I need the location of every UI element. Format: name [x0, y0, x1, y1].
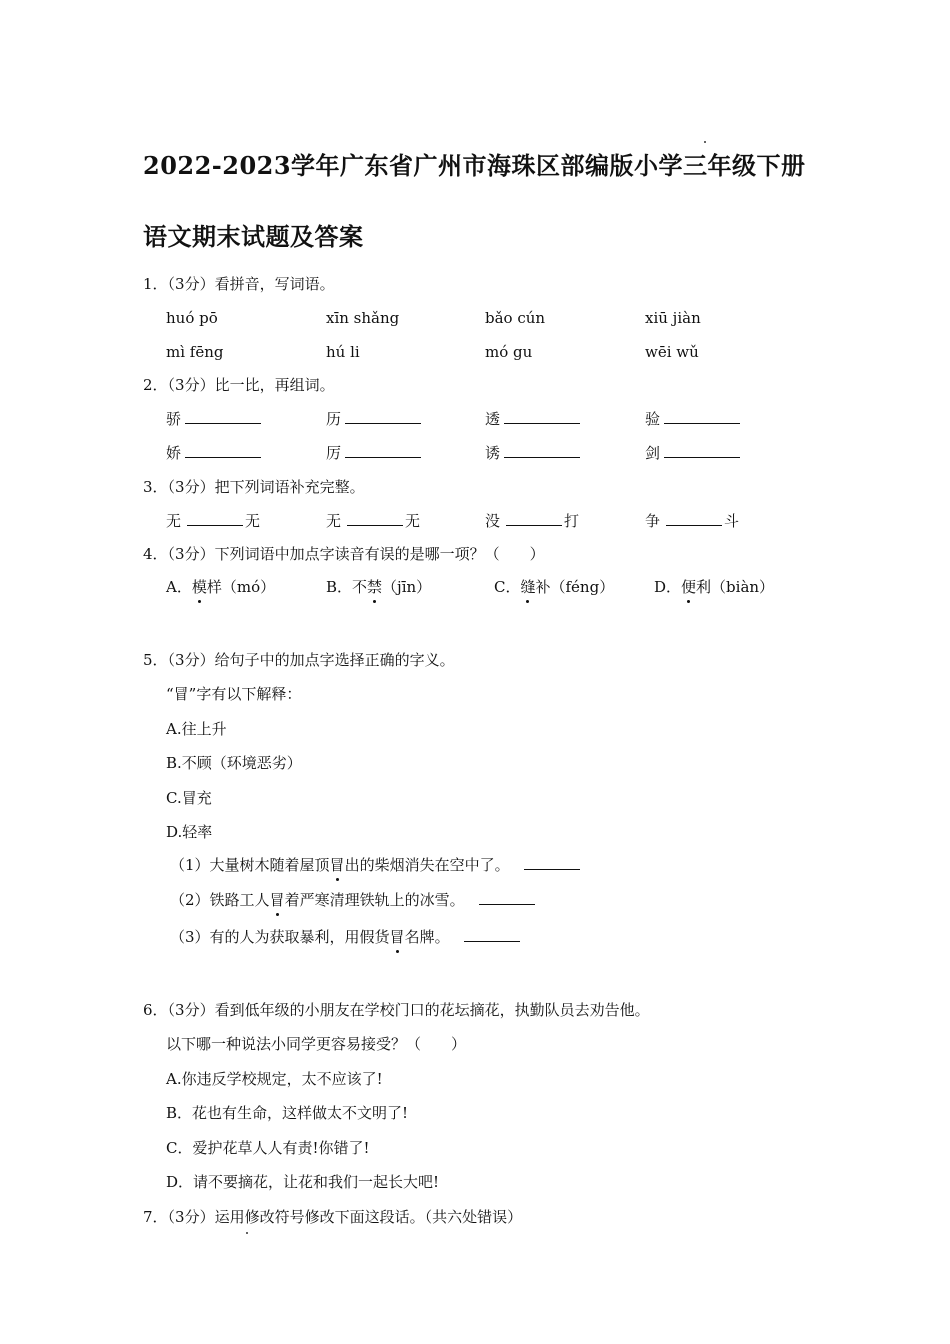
option-text: 样（mó）	[206, 578, 276, 596]
idiom-post: 无	[245, 512, 261, 530]
idiom-pre: 没	[485, 512, 501, 530]
idiom-post: 无	[405, 512, 421, 530]
answer-blank[interactable]	[504, 443, 580, 458]
compare-item	[645, 409, 740, 429]
q5-sentence-2	[170, 890, 537, 910]
idiom-pre: 无	[326, 512, 342, 530]
answer-blank[interactable]	[185, 443, 261, 458]
char: 骄	[166, 410, 182, 428]
idiom-post: 斗	[724, 512, 740, 530]
sentence-text: （3）有的人为获取暴利，用假货	[170, 928, 390, 946]
sentence-text: 名牌。	[404, 928, 450, 946]
q7-stem: 7．（3分）运用修改符号修改下面这段话。（共六处错误）	[143, 1208, 523, 1226]
option-text: 补（féng）	[535, 578, 615, 596]
option-letter: C．	[494, 578, 521, 596]
q6-option-c[interactable]: C．爱护花草人人有责!你错了!	[166, 1139, 370, 1157]
q2-row1	[166, 409, 806, 431]
option-text: 利（biàn）	[696, 578, 775, 596]
pinyin-item: hú li	[326, 343, 360, 361]
answer-blank[interactable]	[345, 409, 421, 424]
option-letter: D．	[654, 578, 682, 596]
q6-stem: 6．（3分）看到低年级的小朋友在学校门口的花坛摘花，执勤队员去劝告他。	[143, 1001, 650, 1019]
pinyin-item: mó gu	[485, 343, 533, 361]
q5-meaning-c: C.冒充	[166, 789, 212, 807]
q2-stem: 2．（3分）比一比，再组词。	[143, 376, 335, 394]
char: 透	[485, 410, 501, 428]
answer-blank[interactable]	[185, 409, 261, 424]
q2-row2	[166, 443, 806, 465]
sentence-text: 着严寒清理铁轨上的冰雪。	[284, 891, 465, 909]
idiom-pre: 无	[166, 512, 182, 530]
pinyin-item: wēi wǔ	[645, 343, 699, 361]
idiom-item	[166, 511, 260, 531]
q5-meaning-b: B.不顾（环境恶劣）	[166, 754, 302, 772]
q5-meaning-d: D.轻率	[166, 823, 213, 841]
q6-option-a[interactable]: A.你违反学校规定，太不应该了!	[166, 1070, 383, 1088]
compare-item	[166, 409, 261, 429]
char: 厉	[326, 444, 342, 462]
exam-title-line2: 语文期末试题及答案	[143, 222, 364, 251]
sentence-text: （1）大量树木随着屋顶	[170, 856, 330, 874]
dotted-char: 便	[681, 578, 697, 596]
idiom-item	[326, 511, 420, 531]
pinyin-item: xīn shǎng	[326, 309, 400, 327]
answer-blank[interactable]	[666, 511, 722, 526]
answer-blank[interactable]	[664, 409, 740, 424]
dotted-char: 禁	[367, 578, 383, 596]
sentence-text: 出的柴烟消失在空中了。	[344, 856, 510, 874]
q5-sentence-3	[170, 927, 522, 947]
char: 剑	[645, 444, 661, 462]
answer-blank[interactable]	[187, 511, 243, 526]
compare-item	[485, 409, 580, 429]
q1-pinyin-row2	[166, 342, 806, 364]
option-b[interactable]	[326, 577, 431, 597]
compare-item	[326, 443, 421, 463]
exam-title-line1: 2022-2023学年广东省广州市海珠区部编版小学三年级下册	[143, 151, 806, 180]
dotted-char: 冒	[389, 928, 405, 946]
sentence-text: （2）铁路工人	[170, 891, 270, 909]
pinyin-item: bǎo cún	[485, 309, 546, 327]
char: 历	[326, 410, 342, 428]
q6-option-b[interactable]: B．花也有生命，这样做太不文明了!	[166, 1104, 409, 1122]
dotted-char: 冒	[329, 856, 345, 874]
q4-options	[166, 577, 806, 599]
pinyin-item: huó pō	[166, 309, 218, 327]
idiom-pre: 争	[645, 512, 661, 530]
answer-blank[interactable]	[464, 927, 520, 942]
compare-item	[166, 443, 261, 463]
option-c[interactable]	[494, 577, 614, 597]
compare-item	[645, 443, 740, 463]
q5-sentence-1	[170, 855, 582, 875]
answer-blank[interactable]	[347, 511, 403, 526]
option-letter: B．不	[326, 578, 368, 596]
q3-row	[166, 511, 806, 533]
answer-blank[interactable]	[524, 855, 580, 870]
q5-intro: “冒”字有以下解释：	[166, 685, 302, 703]
q6-option-d[interactable]: D．请不要摘花，让花和我们一起长大吧!	[166, 1173, 440, 1191]
q1-stem: 1．（3分）看拼音，写词语。	[143, 275, 335, 293]
stray-mark	[704, 141, 706, 143]
option-text: （jīn）	[382, 578, 432, 596]
q5-meaning-a: A.往上升	[166, 720, 227, 738]
dotted-char: 缝	[520, 578, 536, 596]
option-letter: A．	[166, 578, 192, 596]
char: 诱	[485, 444, 501, 462]
q3-stem: 3．（3分）把下列词语补充完整。	[143, 478, 365, 496]
pinyin-item: mì fēng	[166, 343, 224, 361]
char: 娇	[166, 444, 182, 462]
answer-blank[interactable]	[345, 443, 421, 458]
answer-blank[interactable]	[479, 890, 535, 905]
answer-blank[interactable]	[664, 443, 740, 458]
char: 验	[645, 410, 661, 428]
idiom-item	[485, 511, 579, 531]
answer-blank[interactable]	[504, 409, 580, 424]
q4-stem: 4．（3分）下列词语中加点字读音有误的是哪一项？（ ）	[143, 545, 545, 563]
q6-question: 以下哪一种说法小同学更容易接受？（ ）	[166, 1035, 467, 1053]
q5-stem: 5．（3分）给句子中的加点字选择正确的字义。	[143, 651, 455, 669]
option-d[interactable]	[654, 577, 774, 597]
compare-item	[326, 409, 421, 429]
option-a[interactable]	[166, 577, 275, 597]
stray-mark	[246, 1232, 248, 1234]
q1-pinyin-row1	[166, 308, 806, 330]
dotted-char: 模	[191, 578, 207, 596]
pinyin-item: xiū jiàn	[645, 309, 701, 327]
idiom-post: 打	[564, 512, 580, 530]
idiom-item	[645, 511, 739, 531]
compare-item	[485, 443, 580, 463]
dotted-char: 冒	[269, 891, 285, 909]
answer-blank[interactable]	[506, 511, 562, 526]
